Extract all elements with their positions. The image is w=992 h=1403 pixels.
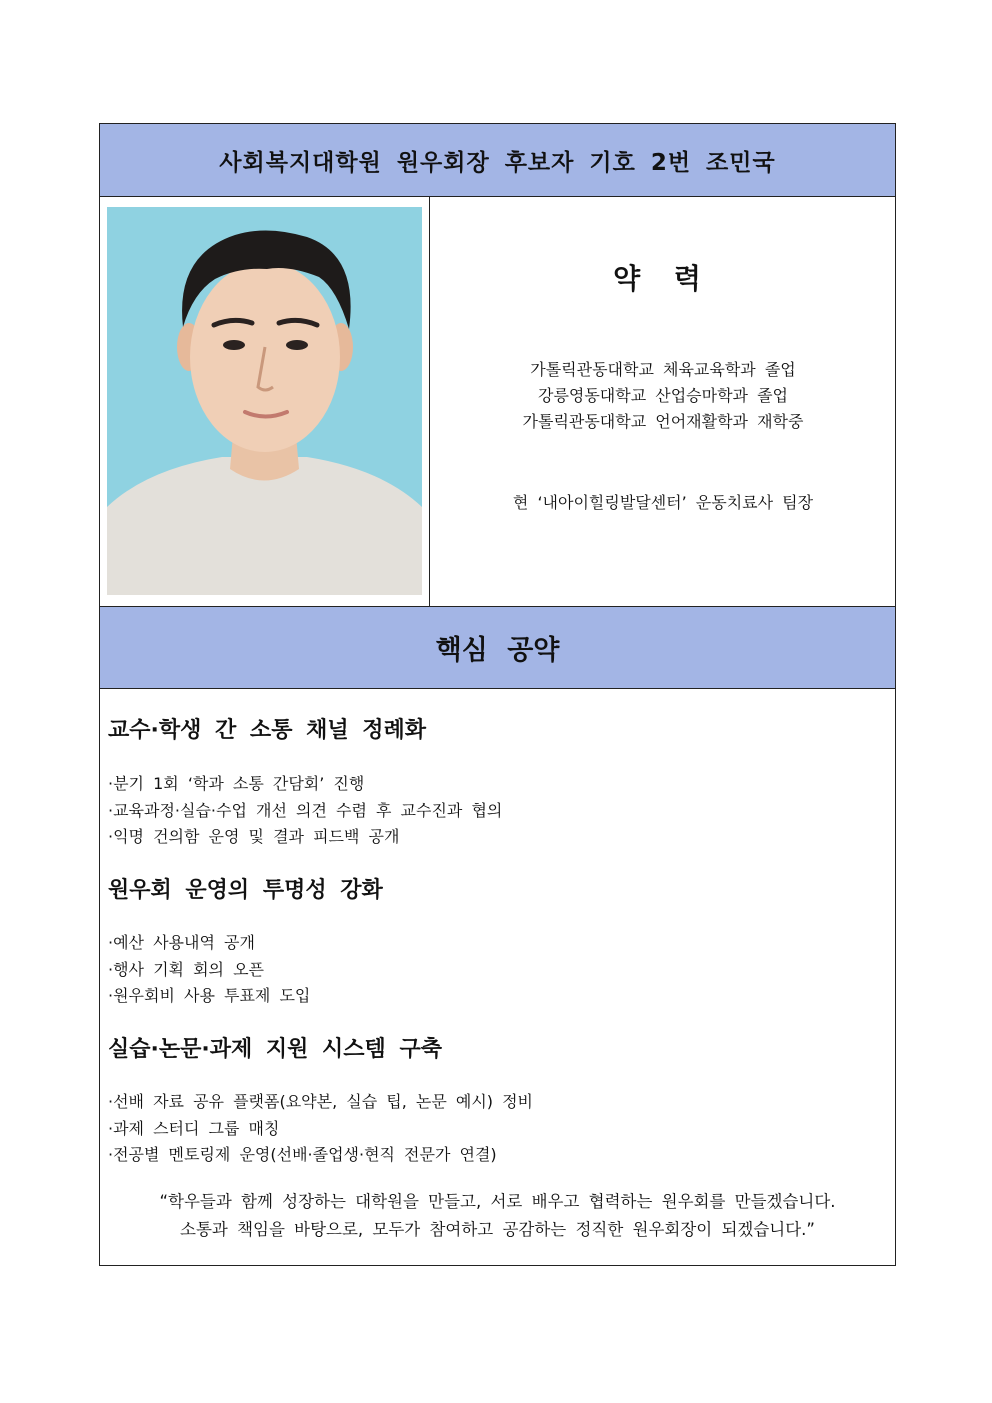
pledge-heading: 핵심 공약 <box>100 606 895 689</box>
candidate-card <box>99 123 896 1266</box>
page-title: 사회복지대학원 원우회장 후보자 기호 2번 조민국 <box>100 124 895 197</box>
pledge-section <box>108 1032 887 1169</box>
career-cell <box>431 197 895 606</box>
career-list <box>431 357 895 435</box>
quote-line: “학우들과 함께 성장하는 대학원을 만들고, 서로 배우고 협력하는 원우회를 만들겠습니다. <box>159 1192 836 1211</box>
current-position: 현 ‘내아이힐링발달센터’ 운동치료사 팀장 <box>512 493 814 512</box>
pledge-item: · 익명 건의함 운영 및 결과 피드백 공개 <box>108 824 887 851</box>
pledge-item: · 분기 1회 ‘학과 소통 간담회’ 진행 <box>108 771 887 798</box>
career-line: 강릉영동대학교 산업승마학과 졸업 <box>537 386 788 405</box>
pledge-item: · 과제 스터디 그룹 매칭 <box>108 1116 887 1143</box>
career-line: 가톨릭관동대학교 언어재활학과 재학중 <box>522 412 804 431</box>
pledge-item: · 원우회비 사용 투표제 도입 <box>108 983 887 1010</box>
pledge-item: · 전공별 멘토링제 운영(선배·졸업생·현직 전문가 연결) <box>108 1142 887 1169</box>
pledge-section <box>108 873 887 1010</box>
pledge-list <box>108 1089 887 1169</box>
pledge-item: · 선배 자료 공유 플랫폼(요약본, 실습 팁, 논문 예시) 정비 <box>108 1089 887 1116</box>
career-line: 가톨릭관동대학교 체육교육학과 졸업 <box>530 360 796 379</box>
candidate-photo <box>107 207 422 595</box>
closing-quote <box>100 1188 895 1244</box>
career-heading: 약 력 <box>613 262 713 295</box>
pledge-section <box>108 713 887 851</box>
pledge-item: · 예산 사용내역 공개 <box>108 930 887 957</box>
pledge-item: · 행사 기획 회의 오픈 <box>108 957 887 984</box>
quote-line: 소통과 책임을 바탕으로, 모두가 참여하고 공감하는 정직한 원우회장이 되겠습니다.” <box>180 1220 815 1239</box>
photo-cell <box>100 197 430 606</box>
pledge-section-title: 원우회 운영의 투명성 강화 <box>108 878 383 903</box>
pledge-section-title: 실습·논문·과제 지원 시스템 구축 <box>108 1037 442 1062</box>
pledge-list <box>108 771 887 851</box>
pledge-list <box>108 930 887 1010</box>
profile-row <box>100 197 895 606</box>
pledge-section-title: 교수·학생 간 소통 채널 정례화 <box>108 718 427 743</box>
pledge-item: · 교육과정·실습·수업 개선 의견 수렴 후 교수진과 협의 <box>108 798 887 825</box>
